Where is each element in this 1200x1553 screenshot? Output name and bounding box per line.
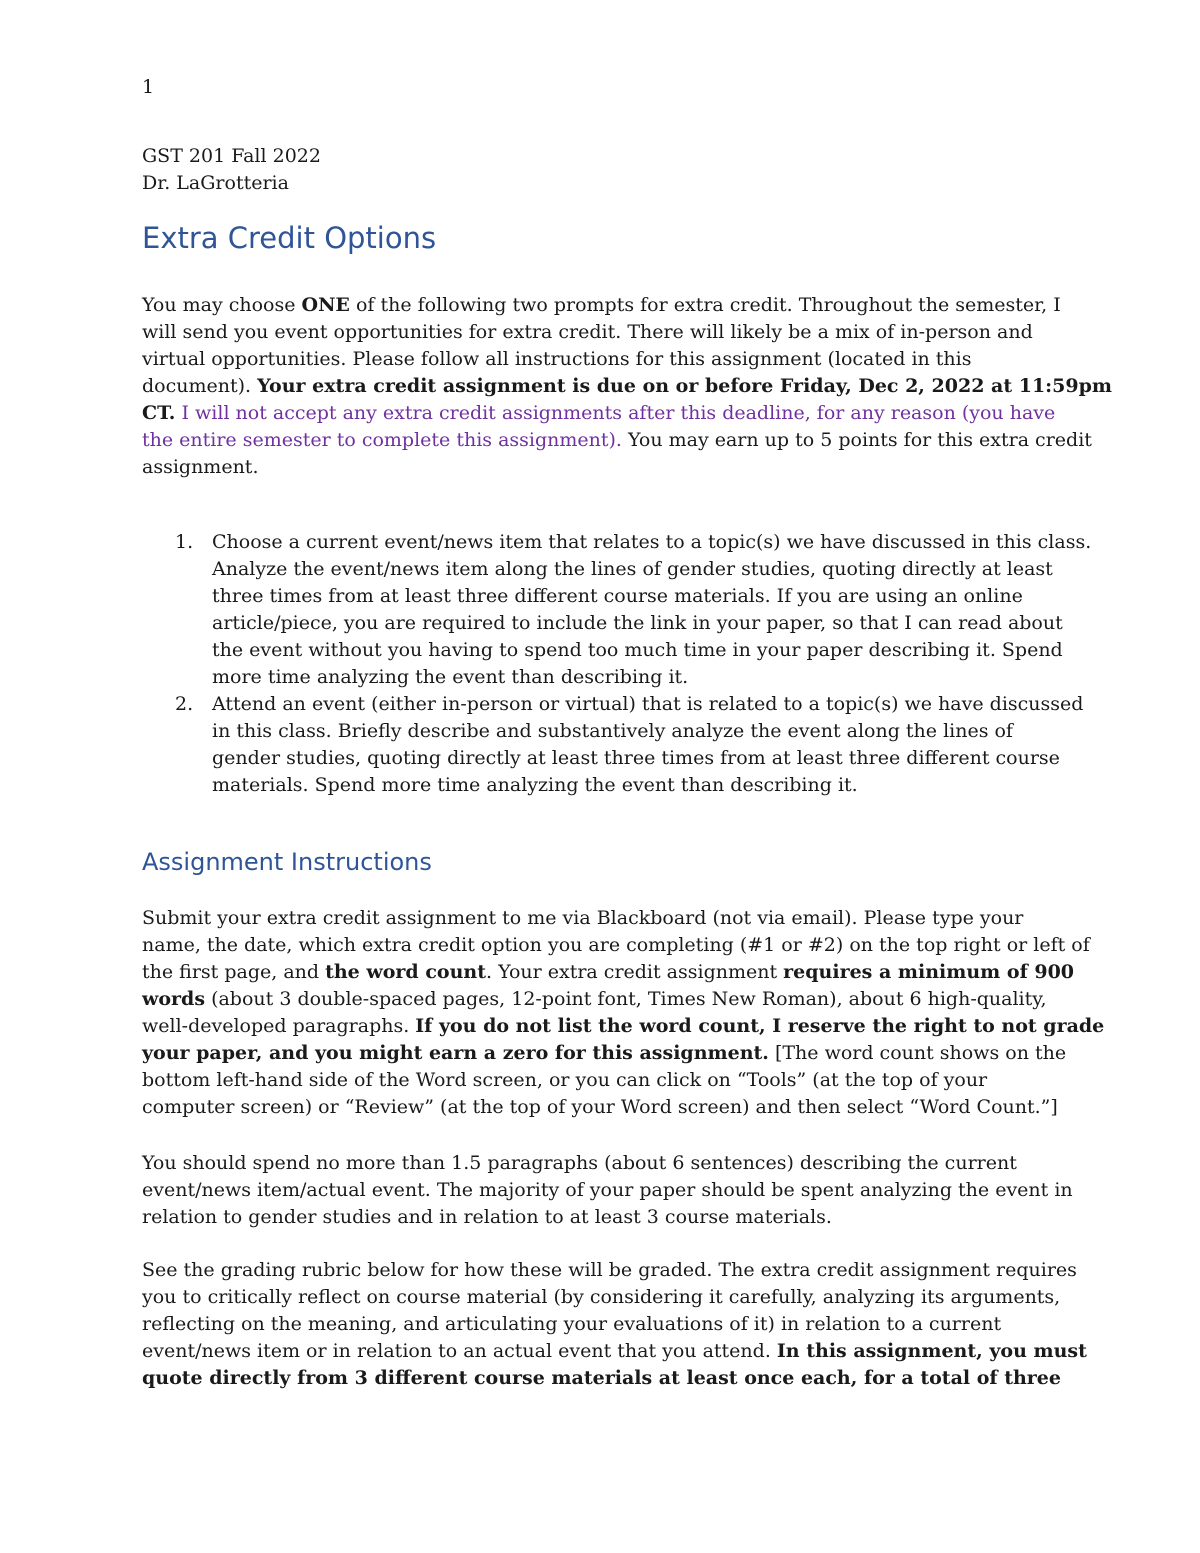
document-title: Extra Credit Options	[142, 221, 437, 255]
intro-line-7: assignment.	[142, 456, 259, 478]
due-date-emphasis: Your extra credit assignment is due on or before Friday, Dec 2, 2022 at 11:59pm	[257, 375, 1113, 397]
intro-line-1: You may choose ONE of the following two prompts for extra credit. Throughout the semester, I	[142, 294, 1061, 316]
list-item: 2. Attend an event (either in-person or virtual) that is related to a topic(s) we have discussed in this class. Briefly describe and substantively analyze the event along the lines of gender studies, quoting directly at least three times from at least three different course materials. Spend more time analyzing the event than describing it.	[175, 693, 1084, 796]
course-name: GST 201 Fall 2022	[142, 145, 321, 167]
intro-line-2: will send you event opportunities for extra credit. There will likely be a mix of in-person and	[142, 321, 1033, 343]
list-item: 1. Choose a current event/news item that relates to a topic(s) we have discussed in this class. Analyze the event/news item along the lines of gender studies, quoting directly at least three times from at least three different course materials. If you are using an online article/piece, you are required to include the link in your paper, so that I can read about the event without you having to spend too much time in your paper describing it. Spend more time analyzing the event than describing it.	[175, 531, 1092, 688]
intro-line-5: CT. I will not accept any extra credit assignments after this deadline, for any reason (you have	[142, 402, 1056, 424]
deadline-warning: I will not accept any extra credit assignments after this deadline, for any reason (you have	[175, 402, 1056, 424]
intro-line-4: document). Your extra credit assignment is due on or before Friday, Dec 2, 2022 at 11:59pm	[142, 375, 1113, 397]
page-number: 1	[142, 76, 155, 98]
list-number: 2.	[175, 693, 194, 715]
options-list	[142, 529, 1092, 799]
instructor-name: Dr. LaGrotteria	[142, 172, 289, 194]
intro-line-6: the entire semester to complete this assignment). You may earn up to 5 points for this extra credit	[142, 429, 1092, 451]
rubric-paragraph: See the grading rubric below for how these will be graded. The extra credit assignment requires you to critically reflect on course material (by considering it carefully, analyzing its arguments, reflecting on the meaning, and articulating your evaluations of it) in relation to a current event/news item or in relation to an actual event that you attend. In this assignment, you must quote directly from 3 different course materials at least once each, for a total of three	[142, 1259, 1087, 1389]
intro-line-3: virtual opportunities. Please follow all instructions for this assignment (located in this	[142, 348, 972, 370]
list-number: 1.	[175, 531, 194, 553]
intro-paragraph	[142, 292, 1113, 481]
one-emphasis: ONE	[301, 294, 350, 316]
section-heading: Assignment Instructions	[142, 848, 432, 876]
instructions-paragraph: Submit your extra credit assignment to me via Blackboard (not via email). Please type your name, the date, which extra credit option you are completing (#1 or #2) on the top right or left of the first page, and the word count. Your extra credit assignment requires a minimum of 900 words (about 3 double-spaced pages, 12-point font, Times New Roman), about 6 high-quality, well-developed paragraphs. If you do not list the word count, I reserve the right to not grade your paper, and you might earn a zero for this assignment. [The word count shows on the bottom left-hand side of the Word screen, or you can click on “Tools” (at the top of your computer screen) or “Review” (at the top of your Word screen) and then select “Word Count.”]	[142, 907, 1105, 1118]
description-paragraph: You should spend no more than 1.5 paragraphs (about 6 sentences) describing the current event/news item/actual event. The majority of your paper should be spent analyzing the event in relation to gender studies and in relation to at least 3 course materials.	[142, 1152, 1073, 1228]
document-header	[142, 143, 321, 197]
